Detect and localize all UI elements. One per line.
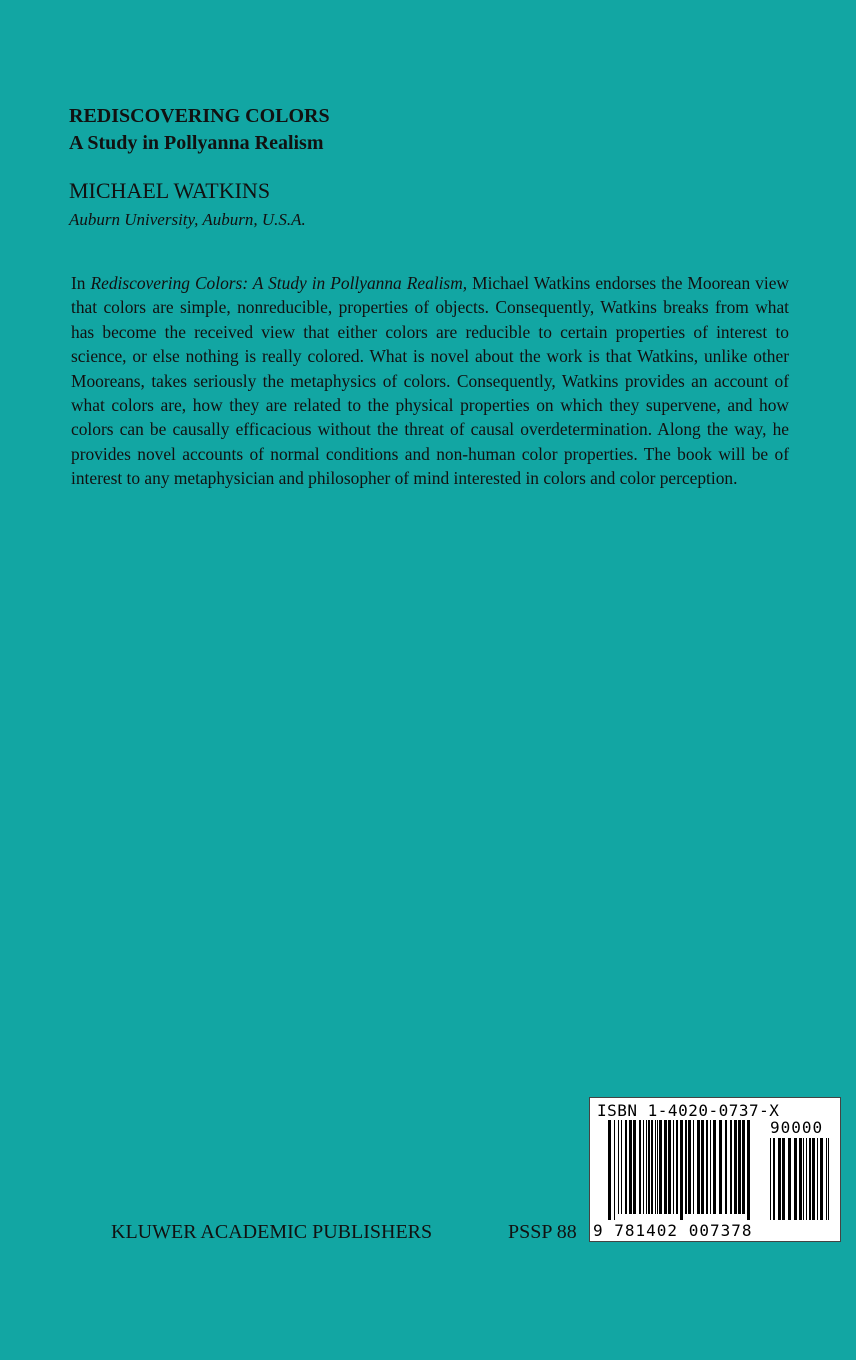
barcode-main-bars xyxy=(608,1120,753,1220)
barcode-bar xyxy=(742,1120,745,1214)
barcode-bar xyxy=(629,1120,632,1214)
barcode-bar xyxy=(688,1120,691,1214)
barcode-bar xyxy=(710,1120,711,1214)
barcode-bar xyxy=(778,1138,781,1220)
barcode-bar xyxy=(697,1120,700,1214)
author-name: MICHAEL WATKINS xyxy=(69,178,271,203)
barcode-bar xyxy=(618,1120,619,1214)
barcode-bar xyxy=(738,1120,741,1214)
blurb-body: Michael Watkins endorses the Moorean view that colors are simple, nonreducible, properties of objects. Consequently, Watkins breaks from what has become the received view that either colors are reducible to certain properties of interest to science, or else nothing is really colored. What is novel about the work is that Watkins, unlike other Mooreans, takes seriously the metaphysics of colors. Consequently, Watkins provides an account of what colors are, how they are related to the physical properties on which they supervene, and how colors can be causally efficacious without the threat of causal overdetermination. Along the way, he provides novel accounts of normal conditions and non-human color properties. The book will be of interest to any metaphysician and philosopher of mind interested in colors and color perception. xyxy=(71,273,789,489)
series-number: PSSP 88 xyxy=(508,1221,577,1243)
barcode-bar xyxy=(734,1120,737,1214)
barcode-bar xyxy=(651,1120,653,1214)
barcode-digits: 9 781402 007378 xyxy=(593,1221,753,1240)
barcode-bar xyxy=(639,1120,641,1214)
book-title: REDISCOVERING COLORS xyxy=(69,105,330,127)
barcode-bar xyxy=(621,1120,622,1214)
barcode-bar xyxy=(799,1138,802,1220)
barcode-bar xyxy=(770,1138,771,1220)
barcode-bar xyxy=(788,1138,791,1220)
barcode-bar xyxy=(725,1120,727,1214)
barcode-bar xyxy=(648,1120,650,1214)
blurb-intro: In xyxy=(71,273,91,293)
barcode-bar xyxy=(713,1120,716,1214)
barcode-bar xyxy=(747,1120,750,1220)
book-subtitle: A Study in Pollyanna Realism xyxy=(69,132,324,154)
barcode-bar xyxy=(826,1138,827,1220)
barcode-bar xyxy=(782,1138,785,1220)
barcode-bar xyxy=(608,1120,611,1220)
publisher-name: KLUWER ACADEMIC PUBLISHERS xyxy=(111,1221,433,1243)
barcode-bar xyxy=(643,1120,644,1214)
barcode-bar xyxy=(809,1138,811,1220)
barcode-bar xyxy=(680,1120,683,1220)
barcode-bar xyxy=(657,1120,658,1214)
barcode-addon-number: 90000 xyxy=(770,1118,824,1137)
barcode-bar xyxy=(668,1120,671,1214)
blurb-italic-title: Rediscovering Colors: A Study in Pollyanna Realism, xyxy=(90,273,468,293)
barcode-bar xyxy=(646,1120,647,1214)
barcode-addon-bars xyxy=(770,1138,832,1220)
barcode-bar xyxy=(820,1138,823,1220)
author-affiliation: Auburn University, Auburn, U.S.A. xyxy=(69,210,306,229)
barcode-bar xyxy=(685,1120,687,1214)
barcode-bar xyxy=(614,1120,615,1220)
isbn-barcode xyxy=(589,1097,841,1242)
barcode-bar xyxy=(701,1120,704,1214)
barcode-bar xyxy=(803,1138,804,1220)
barcode-bar xyxy=(655,1120,656,1214)
barcode-bar xyxy=(794,1138,797,1220)
barcode-bar xyxy=(625,1120,627,1214)
barcode-bar xyxy=(812,1138,815,1220)
barcode-bar xyxy=(633,1120,636,1214)
blurb-paragraph xyxy=(71,271,789,491)
barcode-bar xyxy=(659,1120,662,1214)
barcode-bar xyxy=(806,1138,807,1220)
barcode-bar xyxy=(730,1120,732,1214)
barcode-bar xyxy=(817,1138,818,1220)
barcode-bar xyxy=(773,1138,775,1220)
isbn-text: ISBN 1-4020-0737-X xyxy=(597,1101,780,1120)
barcode-bar xyxy=(693,1120,694,1214)
barcode-bar xyxy=(664,1120,667,1214)
barcode-bar xyxy=(706,1120,708,1214)
barcode-bar xyxy=(828,1138,829,1220)
barcode-bar xyxy=(673,1120,674,1214)
barcode-bar xyxy=(676,1120,678,1214)
barcode-bar xyxy=(719,1120,722,1214)
